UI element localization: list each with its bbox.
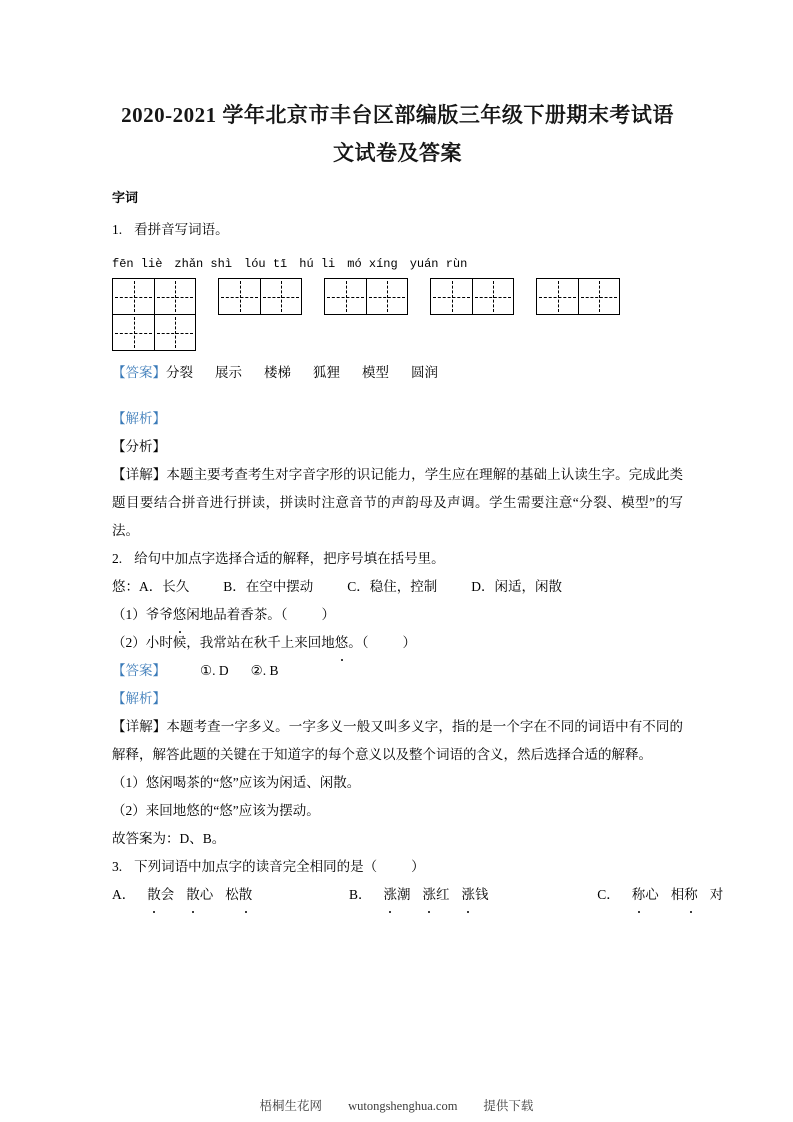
question-2-analysis-label bbox=[112, 685, 683, 713]
writing-grid-cell[interactable] bbox=[431, 279, 472, 314]
choice-b[interactable] bbox=[349, 887, 489, 902]
footer-site-name: 梧桐生花网 bbox=[259, 1099, 323, 1113]
question-1-stem bbox=[112, 216, 683, 244]
answer-item: 狐狸 bbox=[313, 365, 340, 380]
writing-grid-box[interactable] bbox=[536, 278, 620, 315]
word-rest: 心 bbox=[199, 887, 214, 902]
question-3-stem-tail: ） bbox=[411, 859, 425, 874]
word-pre: 相 bbox=[670, 887, 685, 902]
question-1-answer bbox=[112, 359, 683, 387]
xiangjie-text: 本题主要考查考生对字音字形的识记能力，学生应在理解的基础上认读生字。完成此类题目要结合拼音进行拼读，拼读时注意音节的声韵母及声调。学生需要注意“分裂、模型”的写法。 bbox=[112, 467, 683, 538]
page-title: 2020-2021 学年北京市丰台区部编版三年级下册期末考试语文试卷及答案 bbox=[121, 103, 674, 165]
item-text-before: 小时候，我常站在秋千上来回地 bbox=[145, 635, 335, 650]
item-text-after: 。（ bbox=[348, 635, 369, 650]
item-text-tail: ） bbox=[402, 635, 416, 650]
answer-item: 模型 bbox=[362, 365, 389, 380]
word-rest: 心 bbox=[645, 887, 659, 902]
writing-grid-cell[interactable] bbox=[154, 279, 195, 314]
xiangjie-text: 本题考查一字多义。一字多义一般又叫多义字，指的是一个字在不同的词语中有不同的解释，解答此题的关键在于知道字的每个意义以及整个词语的含义，然后选择合适的解释。 bbox=[112, 719, 683, 762]
option-text: 稳住，控制 bbox=[369, 579, 438, 594]
question-3-choices bbox=[112, 881, 724, 909]
option-text: 闲适，闲散 bbox=[494, 579, 563, 594]
dotted-char: 称 bbox=[632, 881, 646, 909]
dotted-char: 涨 bbox=[423, 881, 437, 909]
option-letter: C． bbox=[347, 579, 370, 594]
writing-grid-cell[interactable] bbox=[154, 315, 195, 350]
dotted-char: 散 bbox=[147, 881, 161, 909]
choice-letter: C． bbox=[597, 887, 620, 902]
pinyin-item: hú li bbox=[299, 257, 336, 271]
writing-grid-box[interactable] bbox=[430, 278, 514, 315]
dotted-char: 散 bbox=[186, 881, 200, 909]
question-3-stem bbox=[112, 853, 683, 881]
choice-letter: A． bbox=[112, 887, 136, 902]
pinyin-row bbox=[112, 252, 683, 276]
answer-item: 分裂 bbox=[166, 365, 193, 380]
answer-item-2: ②. B bbox=[250, 663, 279, 678]
choice-a[interactable] bbox=[112, 887, 252, 902]
question-2-item-2 bbox=[112, 629, 683, 657]
answer-item: 圆润 bbox=[411, 365, 438, 380]
option-letter: D． bbox=[471, 579, 495, 594]
choice-letter: B． bbox=[349, 887, 372, 902]
dotted-char: 散 bbox=[239, 881, 253, 909]
writing-grid-cell[interactable] bbox=[537, 279, 578, 314]
word-rest: 潮 bbox=[397, 887, 411, 902]
writing-grid-cell[interactable] bbox=[472, 279, 513, 314]
option-letter: B． bbox=[223, 579, 246, 594]
pinyin-item: zhǎn shì bbox=[174, 257, 233, 271]
answer-item: 展示 bbox=[215, 365, 242, 380]
analysis-label: 【解析】 bbox=[112, 691, 166, 706]
item-text-after: 闲地品着香茶。（ bbox=[186, 607, 288, 622]
writing-grid-row-2 bbox=[112, 314, 683, 351]
option-text: 长久 bbox=[162, 579, 190, 594]
word-rest: 红 bbox=[436, 887, 450, 902]
question-3-number: 3. bbox=[112, 859, 123, 874]
writing-grid-cell[interactable] bbox=[219, 279, 260, 314]
pinyin-item: fēn liè bbox=[112, 257, 163, 271]
pinyin-item: mó xíng bbox=[347, 257, 398, 271]
answer-label: 【答案】 bbox=[112, 365, 166, 380]
word-pre: 松 bbox=[225, 887, 239, 902]
dotted-char: 称 bbox=[684, 881, 698, 909]
question-2-item-1 bbox=[112, 601, 683, 629]
xiangjie-label: 【详解】 bbox=[112, 719, 167, 734]
footer-url: wutongshenghua.com bbox=[348, 1099, 458, 1113]
question-2-options bbox=[112, 573, 683, 601]
writing-grid-cell[interactable] bbox=[260, 279, 301, 314]
question-2-stem bbox=[112, 545, 683, 573]
item-number: （2） bbox=[112, 635, 146, 650]
answer-item-1: ①. D bbox=[200, 663, 229, 678]
dotted-char: 悠 bbox=[335, 629, 349, 657]
pinyin-item: yuán rùn bbox=[409, 257, 468, 271]
word-rest: 钱 bbox=[475, 887, 489, 902]
option-letter: A． bbox=[139, 579, 163, 594]
question-2-xiangjie bbox=[112, 713, 683, 769]
question-1-fenxi-label bbox=[112, 433, 683, 461]
writing-grid-box[interactable] bbox=[112, 314, 196, 351]
writing-grid-cell[interactable] bbox=[578, 279, 619, 314]
dotted-char: 涨 bbox=[384, 881, 398, 909]
question-2-answer bbox=[112, 657, 683, 685]
question-1-number: 1. bbox=[112, 222, 123, 237]
answer-item: 楼梯 bbox=[264, 365, 291, 380]
xiangjie-label: 【详解】 bbox=[112, 467, 167, 482]
writing-grid-row-1 bbox=[112, 278, 683, 315]
question-2-detail-2: （2）来回地悠的“悠”应该为摆动。 bbox=[112, 803, 320, 818]
question-2-options-prefix: 悠： bbox=[112, 579, 139, 594]
writing-grid-cell[interactable] bbox=[113, 279, 154, 314]
item-text-tail: ） bbox=[321, 607, 335, 622]
dotted-char: 涨 bbox=[462, 881, 476, 909]
option-text: 在空中摆动 bbox=[245, 579, 314, 594]
question-2-conclusion: 故答案为：D、B。 bbox=[112, 831, 226, 846]
document-content bbox=[112, 96, 724, 909]
word-rest: 会 bbox=[160, 887, 175, 902]
section-heading-zici: 字词 bbox=[112, 190, 139, 205]
question-1-xiangjie bbox=[112, 461, 683, 545]
question-2-detail-1: （1）悠闲喝茶的“悠”应该为闲适、闲散。 bbox=[112, 775, 361, 790]
question-3-stem-text: 下列词语中加点字的读音完全相同的是（ bbox=[134, 859, 378, 874]
pinyin-item: lóu tī bbox=[244, 257, 288, 271]
analysis-label: 【解析】 bbox=[112, 411, 166, 426]
choice-c[interactable] bbox=[597, 887, 723, 902]
fenxi-label: 【分析】 bbox=[112, 439, 166, 454]
spacer bbox=[112, 387, 683, 405]
writing-grid-box[interactable] bbox=[324, 278, 408, 315]
writing-grid-cell[interactable] bbox=[113, 315, 154, 350]
page-footer bbox=[0, 1097, 793, 1115]
writing-grid-box[interactable] bbox=[112, 278, 196, 315]
question-1-stem-text: 看拼音写词语。 bbox=[134, 222, 229, 237]
dotted-char: 悠 bbox=[173, 601, 187, 629]
writing-grid-cell[interactable] bbox=[366, 279, 407, 314]
question-2-stem-text: 给句中加点字选择合适的解释，把序号填在括号里。 bbox=[134, 551, 445, 566]
word-plain: 对 bbox=[709, 887, 724, 902]
writing-grid-area bbox=[112, 278, 683, 351]
item-text-before: 爷爷 bbox=[145, 607, 173, 622]
footer-suffix: 提供下载 bbox=[483, 1099, 534, 1113]
answer-label: 【答案】 bbox=[112, 663, 166, 678]
question-2-number: 2. bbox=[112, 551, 123, 566]
item-number: （1） bbox=[112, 607, 146, 622]
writing-grid-box[interactable] bbox=[218, 278, 302, 315]
question-1-analysis-label bbox=[112, 405, 683, 433]
writing-grid-cell[interactable] bbox=[325, 279, 366, 314]
